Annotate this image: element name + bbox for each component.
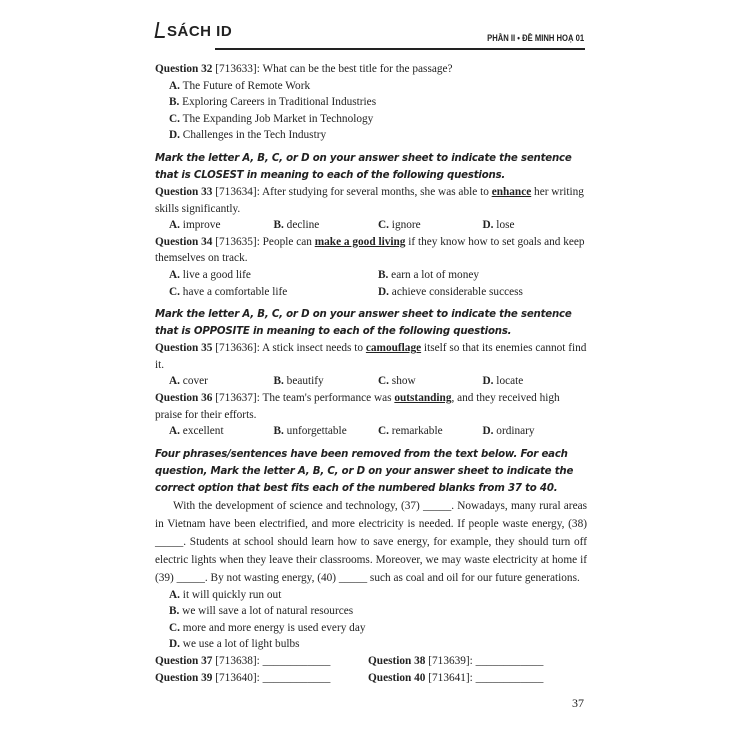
key-word: outstanding [394, 391, 452, 404]
key-word: camouflage [365, 342, 422, 355]
instruction-closest: Mark the letter A, B, C, or D on your answer sheet to indicate the sentence that is CLOSEST in meaning to each of the following questions. [155, 152, 572, 181]
question-34: Question 34 [713635]: People can make a good living if they know how to set goals and keep themselves on track. [155, 235, 585, 265]
options-row: C. have a comfortable life D. achieve considerable success [169, 285, 523, 298]
answer-row [155, 653, 587, 670]
answer-row [155, 670, 587, 687]
options-row: A. excellent B. unforgettable C. remarkable D. ordinary [169, 425, 535, 438]
option-a: A. The Future of Remote Work [169, 79, 311, 92]
page-content [155, 61, 587, 686]
option-b: B. Exploring Careers in Traditional Industries [169, 96, 377, 109]
question-35: Question 35 [713636]: A stick insect needs to camouflage itself so that its enemies cannot find it. [155, 342, 587, 371]
question-33: Question 33 [713634]: After studying for several months, she was able to enhance her writing skills significantly. [155, 185, 584, 215]
question-id: [713633] [215, 63, 257, 75]
instruction-opposite: Mark the letter A, B, C, or D on your answer sheet to indicate the sentence that is OPPOSITE in meaning to each of the following questions. [155, 309, 572, 338]
answer-37: Question 37 [713638]: ____________ [155, 655, 331, 668]
section-title: PHẦN II • ĐỀ MINH HOẠ 01 [486, 33, 584, 43]
page-number: 37 [572, 696, 584, 710]
logo-text: SÁCH ID [167, 23, 233, 40]
option-a: A. it will quickly run out [169, 588, 282, 601]
instruction-blanks: Four phrases/sentences have been removed from the text below. For each question, Mark the letter A, B, C, or D on your answer sheet to indicate the correct option that best fits each of the numbered blanks from 37 to 40. [155, 448, 574, 494]
answer-40: Question 40 [713641]: ____________ [368, 671, 544, 684]
header-divider [215, 48, 585, 50]
book-icon [155, 22, 168, 38]
question-label: Question 32 [155, 63, 213, 75]
answer-38: Question 38 [713639]: ____________ [368, 655, 544, 668]
option-d: D. we use a lot of light bulbs [169, 638, 300, 651]
option-c: C. The Expanding Job Market in Technology [169, 112, 374, 125]
options-row: A. improve B. decline C. ignore D. lose [169, 219, 515, 232]
options-row: A. cover B. beautify C. show D. locate [169, 375, 524, 388]
option-c: C. more and more energy is used every day [169, 621, 366, 634]
key-phrase: make a good living [314, 235, 406, 248]
question-32 [155, 61, 587, 78]
answer-39: Question 39 [713640]: ____________ [155, 671, 331, 684]
logo [156, 22, 232, 40]
key-word: enhance [491, 185, 532, 198]
option-b: B. we will save a lot of natural resources [169, 605, 354, 618]
passage: With the development of science and technology, (37) _____. Nowadays, many rural areas in Vietnam have been electrified, and more electricity is needed. If people waste energy, (38) _____. Students at school should learn how to save energy, for example, they should turn off electric lights when they leave their classrooms. Moreover, we may waste electricity at home if (39) _____. By not wasting energy, (40) _____ such as coal and oil for our future generations. [155, 499, 587, 584]
options-row: A. live a good life B. earn a lot of money [169, 268, 480, 281]
question-text: : What can be the best title for the passage? [256, 63, 453, 75]
option-d: D. Challenges in the Tech Industry [169, 129, 327, 142]
question-36: Question 36 [713637]: The team's performance was outstanding, and they received high praise for their efforts. [155, 391, 560, 421]
